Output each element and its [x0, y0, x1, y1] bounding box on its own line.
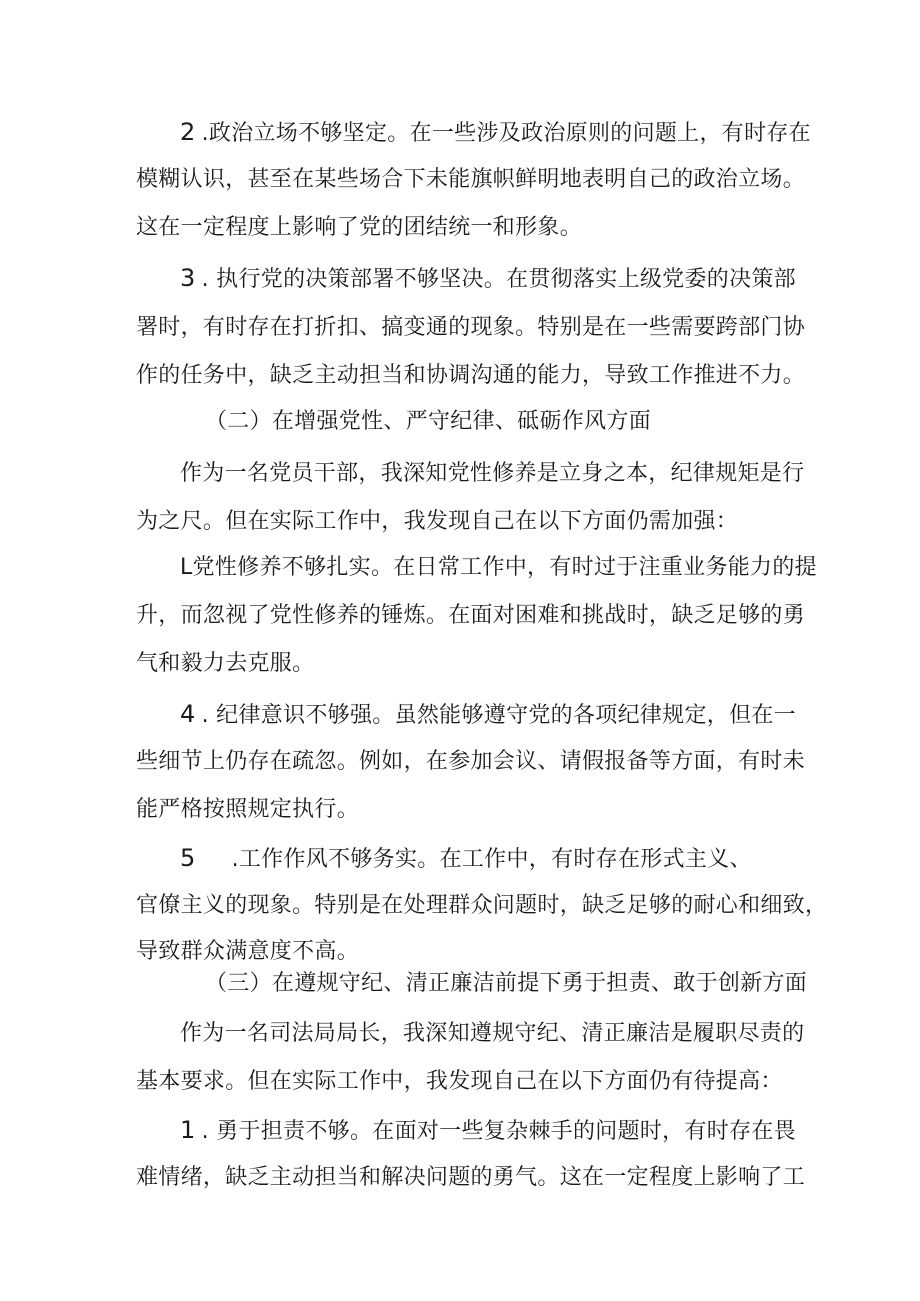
section-heading: （二）在增强党性、严守纪律、砥砺作风方面: [205, 409, 652, 434]
paragraph-line: 作为一名党员干部，我深知党性修养是立身之本，纪律规矩是行: [180, 461, 805, 486]
list-number: 2: [180, 118, 196, 146]
paragraph-line: 署时，有时存在打折扣、搞变通的现象。特别是在一些需要跨部门协: [136, 315, 806, 340]
paragraph-line: 模糊认识，甚至在某些场合下未能旗帜鲜明地表明自己的政治立场。: [136, 167, 806, 192]
paragraph-line: 导致群众满意度不高。: [136, 939, 360, 964]
paragraph-line: [180, 116, 880, 150]
paragraph-line: 为之尺。但在实际工作中，我发现自己在以下方面仍需加强：: [136, 509, 739, 534]
line-text: . 执行党的决策部署不够坚决。在贯彻落实上级党委的决策部: [201, 267, 796, 292]
section-heading: （三）在遵规守纪、清正廉洁前提下勇于担责、敢于创新方面: [205, 971, 808, 996]
line-text: .政治立场不够坚定。在一些涉及政治原则的问题上，有时存在: [201, 121, 811, 146]
paragraph-line: 些细节上仍存在疏忽。例如，在参加会议、请假报备等方面，有时未: [136, 749, 806, 774]
line-text: .工作作风不够务实。在工作中，有时存在形式主义、: [231, 847, 752, 872]
list-number: 3: [180, 264, 196, 292]
line-text: . 勇于担责不够。在面对一些复杂棘手的问题时，有时存在畏: [201, 1119, 796, 1144]
paragraph-line: [180, 698, 880, 732]
paragraph-line: 基本要求。但在实际工作中，我发现自己在以下方面仍有待提高：: [136, 1069, 783, 1094]
paragraph-line: [180, 1114, 880, 1148]
paragraph-line: 升，而忽视了党性修养的锤炼。在面对困难和挑战时，缺乏足够的勇: [136, 603, 806, 628]
paragraph-line: 官僚主义的现象。特别是在处理群众问题时，缺乏足够的耐心和细致，: [136, 893, 828, 918]
paragraph-line: 难情绪，缺乏主动担当和解决问题的勇气。这在一定程度上影响了工: [136, 1165, 806, 1190]
paragraph-line: 作为一名司法局局长，我深知遵规守纪、清正廉洁是履职尽责的: [180, 1021, 805, 1046]
paragraph-line: 这在一定程度上影响了党的团结统一和形象。: [136, 215, 583, 240]
paragraph-line: [180, 842, 880, 876]
list-number: 1: [180, 1116, 196, 1144]
paragraph-line: 能严格按照规定执行。: [136, 797, 360, 822]
paragraph-line: 作的任务中，缺乏主动担当和协调沟通的能力，导致工作推进不力。: [136, 363, 806, 388]
list-number: 5: [180, 844, 196, 872]
paragraph-line: 气和毅力去克服。: [136, 651, 315, 676]
line-text: . 纪律意识不够强。虽然能够遵守党的各项纪律规定，但在一: [201, 703, 796, 728]
list-number: 4: [180, 700, 196, 728]
paragraph-line: [180, 262, 880, 296]
paragraph-line: L党性修养不够扎实。在日常工作中，有时过于注重业务能力的提: [180, 555, 817, 580]
